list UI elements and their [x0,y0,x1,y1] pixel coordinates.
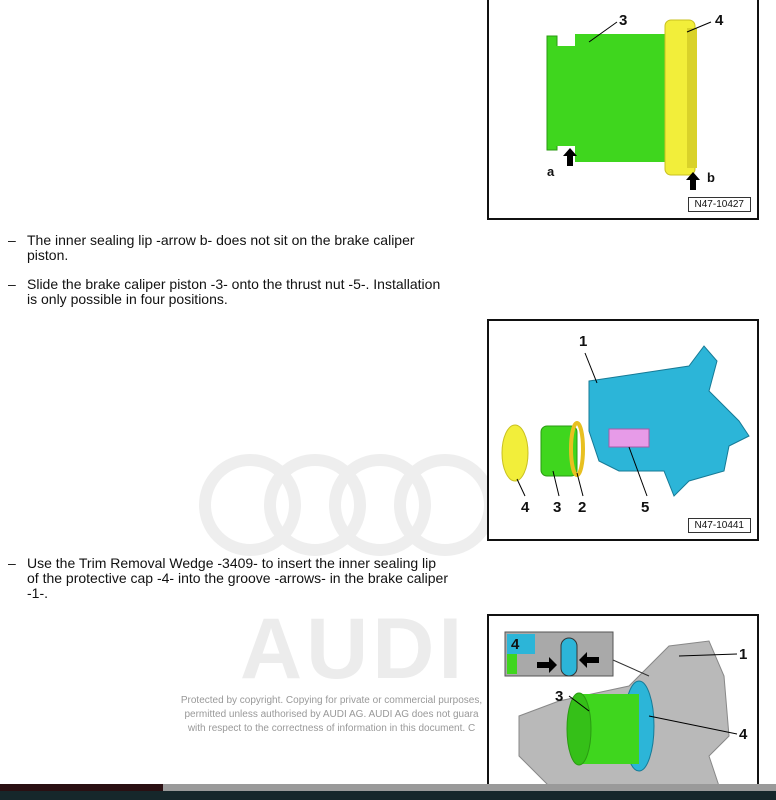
callout-label: 4 [521,499,530,516]
copyright-line: Protected by copyright. Copying for private or commercial purposes, [180,695,483,706]
bullet-dash: – [8,232,16,248]
callout-label: 1 [739,646,748,663]
audi-brand-watermark: AUDI [240,601,467,697]
step-item [8,233,448,263]
callout-label: 3 [553,499,562,516]
scrollbar-thumb[interactable] [0,784,163,791]
cap-insertion-illustration [489,616,757,796]
bullet-dash: – [8,555,16,571]
step-text: Use the Trim Removal Wedge -3409- to insert the inner sealing lip of the protective cap -4- into the groove -arrows- in the brake caliper -1-. [27,555,448,601]
figure-id: N47-10427 [688,197,751,212]
copyright-line: with respect to the correctness of information in this document. C [187,723,476,734]
step-text: The inner sealing lip -arrow b- does not sit on the brake caliper piston. [27,232,415,263]
piston-cap-illustration [489,0,757,218]
callout-label: 1 [579,333,588,350]
step-text: Slide the brake caliper piston -3- onto the thrust nut -5-. Installation is only possible in four positions. [27,276,441,307]
taskbar [0,791,776,800]
step-item [8,556,448,601]
callout-label: 4 [511,636,520,653]
copyright-watermark [176,694,487,736]
callout-label: a [547,164,555,179]
callout-label: 3 [619,12,628,29]
copyright-line: permitted unless authorised by AUDI AG. AUDI AG does not guara [184,709,479,720]
callout-label: 2 [578,499,587,516]
figure-cap-insertion [487,614,759,798]
figure-piston-cap [487,0,759,220]
audi-rings-watermark [195,450,495,560]
bullet-dash: – [8,276,16,292]
figure-caliper-assembly [487,319,759,541]
callout-label: 5 [641,499,650,516]
callout-label: 3 [555,688,564,705]
callout-label: b [707,170,715,185]
callout-label: 4 [739,726,748,743]
figure-id: N47-10441 [688,518,751,533]
step-item [8,277,448,307]
callout-label: 4 [715,12,724,29]
